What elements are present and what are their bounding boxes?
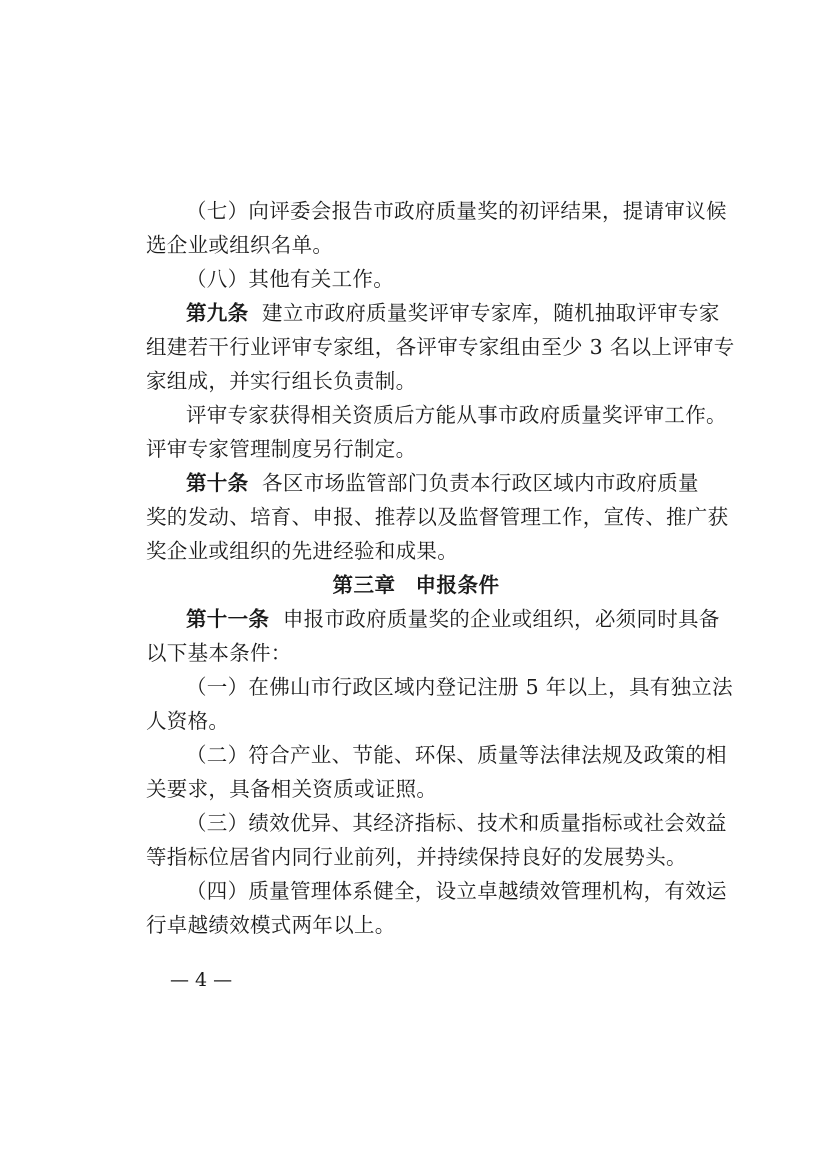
text-line: 奖企业或组织的先进经验和成果。 xyxy=(146,539,458,563)
text-line: 人资格。 xyxy=(146,709,230,733)
article-10-line xyxy=(186,467,699,499)
article-10-label: 第十条 xyxy=(186,471,249,495)
chapter-heading xyxy=(146,569,686,601)
chapter-number: 第三章 xyxy=(332,573,396,597)
text-line: （七）向评委会报告市政府质量奖的初评结果，提请审议候 xyxy=(186,199,727,223)
text-span: 申报市政府质量奖的企业或组织，必须同时具备 xyxy=(282,607,720,631)
text-line: 家组成，并实行组长负责制。 xyxy=(146,369,417,393)
text-line: 以下基本条件： xyxy=(146,641,292,665)
text-line: 奖的发动、培育、申报、推荐以及监督管理工作，宣传、推广获 xyxy=(146,505,729,529)
text-span: 建立市政府质量奖评审专家库，随机抽取评审专家 xyxy=(262,301,720,325)
text-line: 选企业或组织名单。 xyxy=(146,233,334,257)
article-9-label: 第九条 xyxy=(186,301,249,325)
text-line: 行卓越绩效模式两年以上。 xyxy=(146,913,396,937)
text-line: （三）绩效优异、其经济指标、技术和质量指标或社会效益 xyxy=(186,811,727,835)
text-line: （八）其他有关工作。 xyxy=(186,267,394,291)
page-number: — 4 — xyxy=(170,969,233,991)
text-line: 关要求，具备相关资质或证照。 xyxy=(146,777,438,801)
text-line: 等指标位居省内同行业前列，并持续保持良好的发展势头。 xyxy=(146,845,687,869)
article-11-line xyxy=(186,603,720,635)
text-line: 组建若干行业评审专家组，各评审专家组由至少 3 名以上评审专 xyxy=(146,335,735,359)
text-line: 评审专家获得相关资质后方能从事市政府质量奖评审工作。 xyxy=(186,403,727,427)
text-line: 评审专家管理制度另行制定。 xyxy=(146,437,417,461)
article-9-line xyxy=(186,297,720,329)
chapter-title: 申报条件 xyxy=(415,573,500,597)
article-11-label: 第十一条 xyxy=(186,607,270,631)
text-line: （二）符合产业、节能、环保、质量等法律法规及政策的相 xyxy=(186,743,727,767)
text-line: （四）质量管理体系健全，设立卓越绩效管理机构，有效运 xyxy=(186,879,727,903)
text-line: （一）在佛山市行政区域内登记注册 5 年以上，具有独立法 xyxy=(186,675,733,699)
text-span: 各区市场监管部门负责本行政区域内市政府质量 xyxy=(262,471,699,495)
